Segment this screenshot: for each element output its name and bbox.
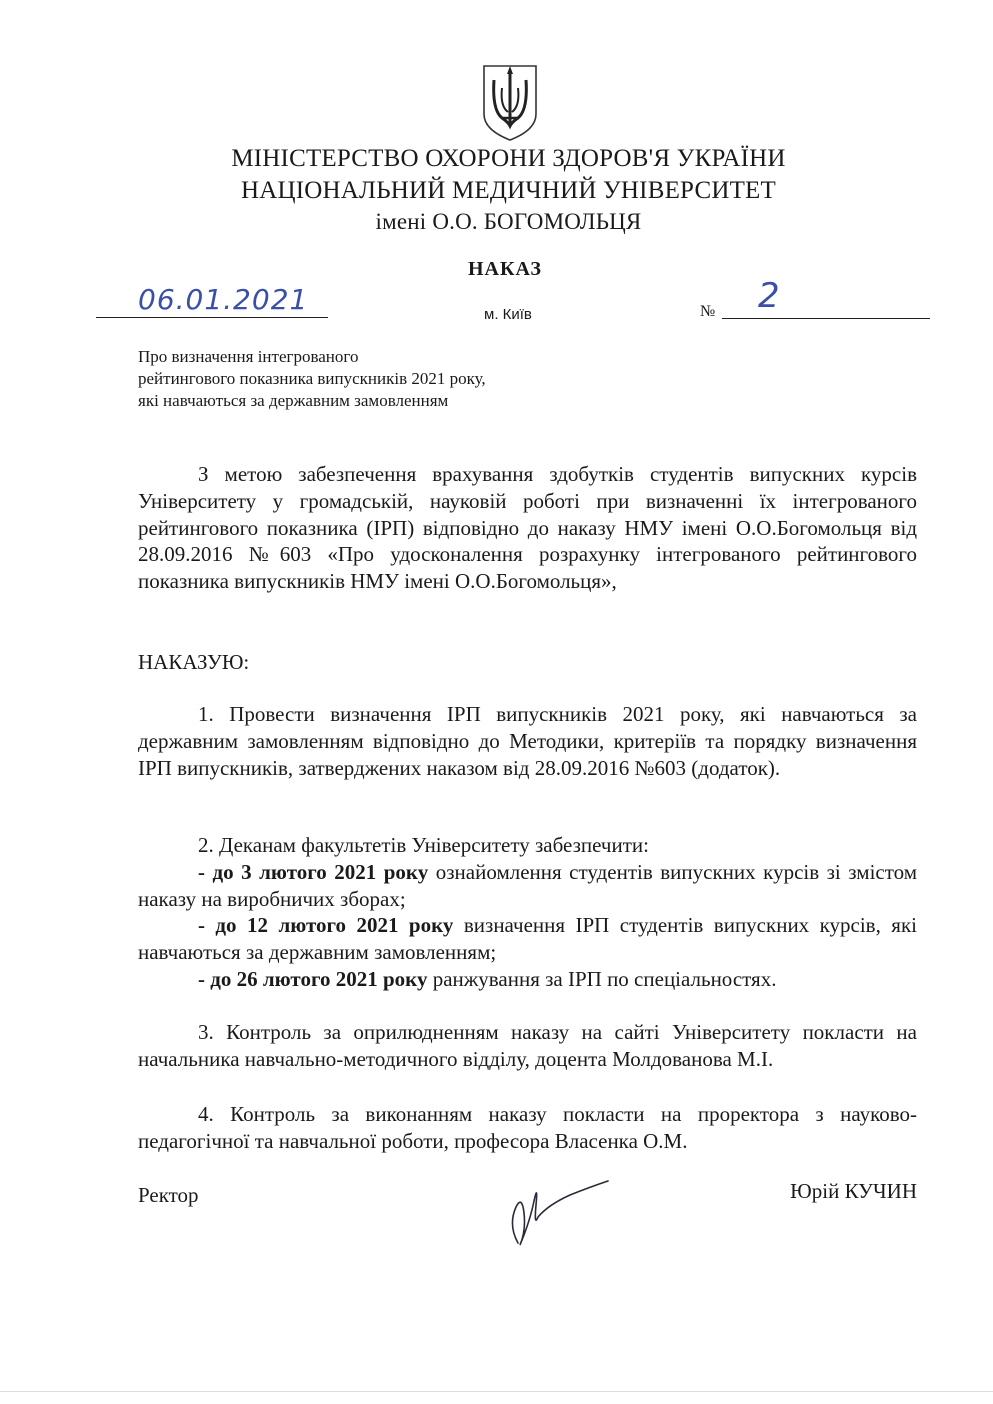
handwritten-date: 06.01.2021 — [138, 283, 309, 316]
deadline-text: ранжування за ІРП по спеціальностях. — [427, 966, 777, 991]
deadline-date: - до 3 лютого 2021 року — [198, 859, 429, 884]
deadline-date: - до 26 лютого 2021 року — [198, 966, 428, 991]
order-item-2-lead: 2. Деканам факультетів Університету забезпечити: — [198, 833, 649, 857]
deadline-item — [138, 859, 917, 913]
preamble-paragraph: З метою забезпечення врахування здобутків студентів випускних курсів Університету у громадській, науковій роботі при визначенні їх інтегрованого рейтингового показника (ІРП) відповідно до наказу НМУ імені О.О.Богомольця від 28.09.2016 №603 «Про удосконалення розрахунку інтегрованого рейтингового показника випускників НМУ імені О.О.Богомольця», — [138, 462, 917, 594]
deadline-item — [138, 966, 917, 993]
trident-coat-of-arms-icon — [480, 62, 540, 142]
signatory-position: Ректор — [138, 1183, 199, 1207]
number-underline — [722, 318, 930, 319]
deadline-date: - до 12 лютого 2021 року — [198, 913, 454, 938]
university-name: НАЦІОНАЛЬНИЙ МЕДИЧНИЙ УНІВЕРСИТЕТ — [240, 177, 777, 204]
subject-line: які навчаються за державним замовленням — [138, 391, 449, 410]
deadline-text: визначення ІРП студентів випускних курсів, які навчаються за державним замовленням; — [138, 913, 917, 965]
ministry-name: МІНІСТЕРСТВО ОХОРОНИ ЗДОРОВ'Я УКРАЇНИ — [231, 145, 786, 172]
order-item-3: 3. Контроль за оприлюдненням наказу на сайті Університету покласти на начальника навчально-методичного відділу, доцента Молдованова М.І. — [138, 1020, 917, 1071]
deadline-text: ознайомлення студентів випускних курсів зі змістом наказу на виробничих зборах; — [138, 859, 918, 911]
order-item-1: 1. Провести визначення ІРП випускників 2021 року, які навчаються за державним замовленням відповідно до Методики, критеріїв та порядку визначення ІРП випускників, затверджених наказом від 28.09.2016 №603 (додаток). — [138, 702, 917, 780]
order-item-2 — [138, 832, 917, 993]
deadline-item — [138, 912, 917, 966]
order-word: НАКАЗУЮ: — [138, 650, 250, 674]
signatory-name: Юрій КУЧИН — [790, 1179, 917, 1203]
order-item-4: 4. Контроль за виконанням наказу покласти на проректора з науково-педагогічної та навчальної роботи, професора Власенка О.М. — [138, 1102, 917, 1153]
subject-line: рейтингового показника випускників 2021 року, — [138, 369, 486, 388]
university-name-suffix: імені О.О. БОГОМОЛЬЦЯ — [375, 209, 642, 234]
number-label: № — [700, 303, 716, 320]
date-underline — [96, 317, 328, 318]
subject-block — [138, 346, 598, 412]
document-title: НАКАЗ — [467, 258, 542, 280]
scan-edge-line — [0, 1391, 993, 1392]
subject-line: Про визначення інтегрованого — [138, 347, 359, 366]
handwritten-signature — [500, 1165, 620, 1250]
city: м. Київ — [484, 306, 532, 323]
handwritten-number: 2 — [758, 276, 781, 316]
